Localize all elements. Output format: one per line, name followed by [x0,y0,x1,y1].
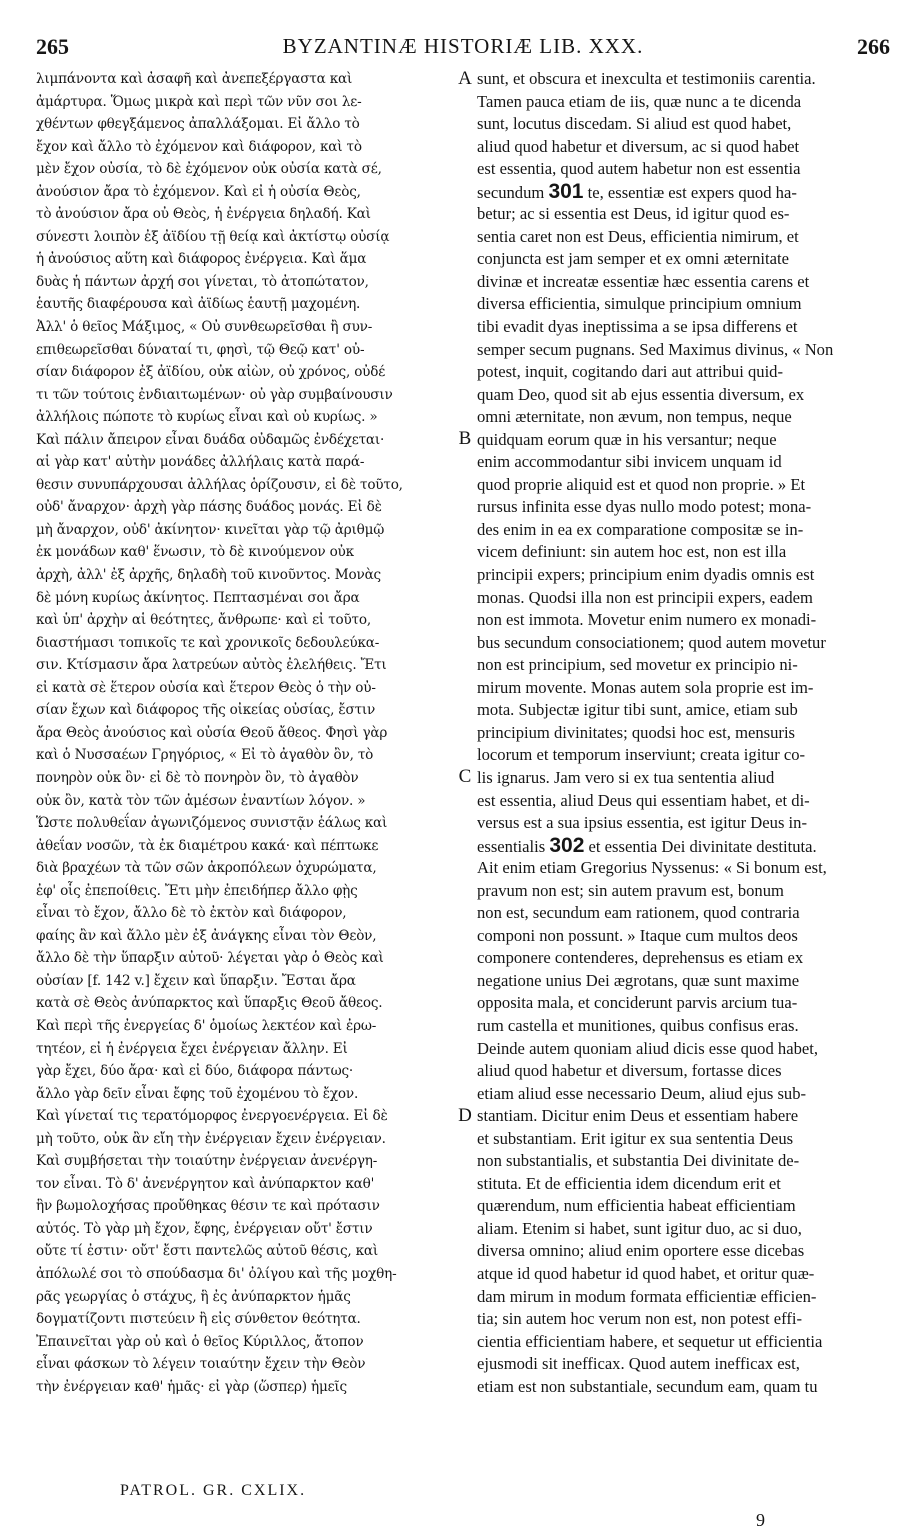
greek-text-line: ἐφ' οἷς ἐπεποίθεις. Ἔτι μὴν ἐπειδήπερ ἄλλο φῂς [36,882,358,899]
latin-text-line: principium divinitates; quodsi hoc est, mensuris [477,722,796,742]
greek-text-line: ἔχον καὶ ἄλλο τὸ ἐχόμενον καὶ διάφορον, καὶ τὸ [36,138,362,155]
latin-text-line: tia; sin autem hoc verum non est, non potest effi- [477,1309,803,1329]
column-number: 301 [548,180,584,203]
greek-text-line: σίαν ἔχων καὶ διάφορος τῆς οἰκείας οὐσίας, ἔστιν [36,702,376,719]
latin-text-line: Deinde autem quoniam aliud dicis esse quod habet, [477,1038,819,1058]
latin-text-line: aliud quod habetur et diversum, ac si quod habet [477,136,800,156]
latin-text-line: atque id quod habetur id quod habet, et oritur quæ- [477,1263,815,1283]
greek-text-line: καὶ ὁ Νυσσαέων Γρηγόριος, « Εἰ τὸ ἀγαθὸν ὂν, τὸ [36,747,374,764]
greek-text-line: ἀπόλωλέ σοι τὸ σπούδασμα δι' ὀλίγου καὶ τῆς μοχθη- [36,1265,397,1282]
latin-text-line: non est principium, sed movetur ex principio ni- [477,655,798,675]
greek-text-line: επιθεωρεῖσθαι δύναταί τι, φησὶ, τῷ Θεῷ κατ' οὐ- [36,341,365,358]
latin-text-line: des enim in ea ex comparatione compositæ se in- [477,519,804,539]
latin-text-line: cientia efficientiam habere, et sequetur ut efficientia [477,1331,823,1351]
greek-text-line: αἱ γὰρ κατ' αὐτὴν μονάδες ἀλλήλαις κατὰ παρά- [36,454,365,471]
latin-text-line: stantiam. Dicitur enim Deus et essentiam habere [477,1106,799,1126]
signature-mark: 9 [756,1510,765,1530]
greek-text-line: εἶναι φάσκων τὸ λέγειν τοιαύτην ἔχειν τὴν Θεὸν [36,1356,366,1373]
latin-text-line: quam Deo, quod sit ab ejus essentia diversum, ex [477,384,805,404]
greek-text-line: ἄλλο δὲ τὴν ὕπαρξιν αὐτοῦ· λέγεται γὰρ ὁ Θεὸς καὶ [36,950,384,967]
greek-text-line: Ὥστε πολυθεΐαν ἀγωνιζόμενος συνιστᾷν ἑάλως καὶ [36,815,388,832]
greek-text-line: πονηρὸν οὐκ ὂν· εἰ δὲ τὸ πονηρὸν ὂν, τὸ ἀγαθὸν [36,769,359,786]
latin-text-line: et substantiam. Erit igitur ex sua sententia Deus [477,1128,794,1148]
latin-text-line: rum castella et munitiones, quibus confisus eras. [477,1015,799,1035]
latin-text-fragment: et essentia Dei divinitate destituta. [584,836,817,856]
latin-text-line: lis ignarus. Jam vero si ex tua sententia aliud [477,767,775,787]
greek-text-line: ἀλλήλοις πώποτε τὸ κυρίως εἶναι καὶ οὐ κυρίως. » [36,409,378,426]
greek-text-line: Καὶ συμβήσεται τὴν τοιαύτην ἐνέργειαν ἀνενέργη- [36,1153,378,1170]
latin-text-line: quidquam eorum quæ in his versantur; neque [477,429,777,449]
latin-text-line: pravum non est; sin autem pravum est, bonum [477,880,784,900]
latin-text-line: sunt, et obscura et inexculta et testimoniis carentia. [477,69,816,88]
latin-text-line: semper secum pugnans. Sed Maximus divinus, « Non [477,339,834,359]
greek-text-line: φαίης ἂν καὶ ἄλλο μὲν ἐξ ἀνάγκης εἶναι τὸν Θεὸν, [36,927,377,944]
greek-column [36,68,452,1398]
greek-text-line: Καὶ γίνεταί τις τερατόμορφος ἐνεργοενέργεια. Εἰ δὲ [36,1108,388,1125]
greek-text-line: λιμπάνοντα καὶ ἀσαφῆ καὶ ἀνεπεξέργαστα καὶ [36,71,353,87]
latin-text-line: non substantialis, et substantia Dei divinitate de- [477,1151,800,1171]
greek-text-line: οὐσίαν [f. 142 v.] ἔχειν καὶ ὕπαρξιν. Ἔσται ἄρα [36,972,356,989]
footer-signature-line: PATROL. GR. CXLIX. [120,1482,307,1499]
greek-text-line: ἑαυτῆς διαφέρουσα καὶ ἀϊδίως ἑαυτῇ μαχομένη. [36,296,361,313]
latin-column [477,68,891,1398]
greek-text-line: Καὶ πάλιν ἄπειρον εἶναι δυάδα οὐδαμῶς ἐνδέχεται· [36,431,385,448]
greek-text-line: οὐκ ὂν, κατὰ τὸν τῶν ἀμέσων ἐναντίων λόγον. » [36,792,366,809]
latin-text-line: est essentia, aliud Deus qui essentiam habet, et di- [477,790,810,810]
latin-text-line: est essentia, quod autem habetur non est essentia [477,159,801,179]
latin-text-line: ejusmodi sit inefficax. Quod autem inefficax est, [477,1354,800,1374]
greek-text-line: μὲν ἔχον οὐσία, τὸ δὲ ἐχόμενον οὐκ οὐσία κατὰ σέ, [36,161,382,178]
latin-text-line: divinæ et increatæ essentiæ hæc essentia carens et [477,271,810,291]
greek-text-line: κατὰ σὲ Θεὸς ἀνύπαρκτος καὶ ὕπαρξις Θεοῦ ἄθεος. [36,995,383,1012]
margin-letter-a: A [458,68,472,89]
latin-text-line: sunt, locutus discedam. Si aliud est quod habet, [477,114,792,134]
greek-text-line: ἄρα Θεὸς ἀνούσιος καὶ οὐσία Θεοῦ ἄθεος. Φησὶ γὰρ [36,724,388,741]
greek-text-line: ἀθεΐαν νοσῶν, τὰ ἐκ διαμέτρου κακά· καὶ πέπτωκε [36,837,379,854]
latin-text-line: stituta. Et de efficientia idem dicendum erit et [477,1173,781,1193]
page-number-left: 265 [36,34,69,59]
greek-text-line: μὴ τοῦτο, οὐκ ἂν εἴη τὴν ἐνέργειαν ἔχειν ἐνέργειαν. [36,1130,386,1147]
latin-text-line: mirum movente. Monas autem sola proprie est im- [477,677,814,697]
latin-text-line: vicem definiunt: sin autem hoc est, non est illa [477,542,787,562]
page-number-right: 266 [857,34,890,59]
latin-text-line: bus secundum consociationem; quod autem movetur [477,632,826,652]
margin-letter-b: B [458,428,472,449]
greek-text-line: ἣν βωμολοχήσας προὔθηκας θέσιν τε καὶ πρότασιν [36,1198,380,1215]
greek-text-line: σύνεστι λοιπὸν ἐξ ἀϊδίου τῇ θείᾳ καὶ ἀκτίστῳ οὐσίᾳ [36,228,390,245]
greek-text-line: εἰ κατὰ σὲ ἕτερον οὐσία καὶ ἕτερον Θεὸς ὁ τὴν οὐ- [36,679,376,696]
latin-text-line: non est, secundum eam rationem, quod contraria [477,903,800,923]
greek-text-line: ἀρχὴ, ἀλλ' ἐξ ἀρχῆς, δηλαδὴ τοῦ κινοῦντος. Μονὰς [36,567,381,584]
greek-text-line: ἀνούσιον ἄρα τὸ ἐχόμενον. Καὶ εἰ ἡ οὐσία Θεὸς, [36,183,361,200]
latin-text-line: conjuncta est jam semper et ex omni æternitate [477,249,789,269]
latin-text-line: omni æternitate, non ævum, non tempus, neque [477,407,792,427]
greek-text-line: τὸ ἀνούσιον ἄρα οὐ Θεὸς, ἡ ἐνέργεια δηλαδή. Καὶ [36,206,371,223]
greek-text-line: ἡ ἀνούσιος αὕτη καὶ διάφορος ἐνέργεια. Καὶ ἅμα [36,251,367,268]
greek-text-line: σιν. Κτίσμασιν ἄρα λατρεύων αὐτὸς ἐλελήθεις. Ἔτι [36,657,387,674]
latin-text-line: etiam est non substantiale, secundum eam, quam tu [477,1376,818,1396]
latin-text-line: negatione unius Dei ægrotans, quæ sunt maxime [477,970,800,990]
greek-text-line: δογματίζοντι πιστεύειν ἢ εἰς σύνθετον θεότητα. [36,1311,361,1328]
greek-text-line: γὰρ ἔχει, δύο ἄρα· καὶ εἰ δύο, διάφορα πάντως· [36,1063,354,1080]
running-title: BYZANTINÆ HISTORIÆ LIB. XXX. [282,34,644,58]
latin-text-line: locorum et temporum inserviunt; creata igitur co- [477,745,806,765]
latin-text-line: quærendum, num efficientia habeat efficientiam [477,1196,796,1216]
latin-text-line: aliud quod habetur et diversum, fortasse dices [477,1061,782,1081]
latin-text-line: non est immota. Movetur enim numero ex monadi- [477,610,817,630]
latin-text-line: etiam aliud esse necessario Deum, aliud ejus sub- [477,1083,807,1103]
latin-text-line [477,835,891,858]
latin-text-line: quod proprie aliquid est et quod non proprie. » Et [477,474,806,494]
margin-letter-c: C [458,766,472,787]
greek-text-line: δὲ μόνη κυρίως ἀκίνητος. Πεπτασμέναι σοι ἄρα [36,589,360,606]
greek-text-line: Ἀλλ' ὁ θεῖος Μάξιμος, « Οὐ συνθεωρεῖσθαι ἢ συν- [36,319,373,336]
greek-text-line: οὔτε τί ἐστιν· οὔτ' ἔστι παντελῶς αὐτοῦ θέσις, καὶ [36,1243,379,1260]
latin-text-line: componi non possunt. » Itaque cum multos deos [477,925,798,945]
greek-text-line: οὐδ' ἄναρχον· ἀρχὴ γὰρ πάσης δυάδος μονάς. Εἰ δὲ [36,499,382,516]
latin-text-fragment: essentialis [477,836,550,856]
greek-text-line: Ἐπαινεῖται γὰρ οὐ καὶ ὁ θεῖος Κύριλλος, ἄτοπον [36,1333,364,1350]
latin-text-line: rursus infinita esse dyas nullo modo potest; mona- [477,497,812,517]
greek-text-line: διαστήμασι τοπικοῖς τε καὶ χρονικοῖς δεδουλεύκα- [36,634,380,651]
greek-text-line: ἄλλο γὰρ δεῖν εἶναι ἔφης τοῦ ἐχομένου τὸ ἔχον. [36,1085,359,1102]
greek-text-line: εἶναι τὸ ἔχον, ἄλλο δὲ τὸ ἐκτὸν καὶ διάφορον, [36,905,347,922]
greek-text-line: ρᾶς γεωργίας ὁ στάχυς, ἣ ἐς ἀνύπαρκτον ἡμᾶς [36,1288,351,1305]
greek-text-line: καὶ ὑπ' ἀρχὴν αἱ θεότητες, ἄνθρωπε· καὶ εἰ τοῦτο, [36,612,371,629]
greek-text-line: τι τῶν τούτοις ἐνδιαιτωμένων· οὐ γὰρ συμβαίνουσιν [36,386,393,403]
greek-text-line: αὐτός. Τὸ γὰρ μὴ ἔχον, ἔφης, ἐνέργειαν οὔτ' ἔστιν [36,1220,373,1237]
latin-text-line: tibi evadit dyas ineptissima a se ipsa differens et [477,317,798,337]
latin-text-line: betur; ac si essentia est Deus, id igitur quod es- [477,204,790,224]
margin-letter-d: D [458,1105,472,1126]
greek-text-line: σίαν διάφορον ἐξ ἀϊδίου, οὐκ αἰὼν, οὐ χρόνος, οὐδέ [36,364,386,381]
latin-text-line: principii expers; principium enim dyadis omnis est [477,565,815,585]
latin-text-line: sentia caret non est Deus, efficientia nimirum, et [477,226,799,246]
latin-text-line: versus est a sua ipsius essentia, est igitur Deus in- [477,813,807,833]
latin-text-line: potest, inquit, cogitando dari aut attribui quid- [477,362,784,382]
latin-text-line: mota. Subjectæ igitur tibi sunt, amice, etiam sub [477,700,798,720]
greek-text-line: τὴν ἐνέργειαν καθ' ἡμᾶς· εἰ γὰρ (ὥσπερ) ἡμεῖς [36,1378,347,1395]
latin-text-line: monas. Quodsi illa non est principii expers, eadem [477,587,813,607]
greek-text-line: θεσιν συνυπάρχουσαι ἀλλήλας ὁρίζουσιν, εἰ δὲ τοῦτο, [36,476,403,493]
latin-text-line: dam mirum in modum formata efficientiæ efficien- [477,1286,817,1306]
greek-text-line: Καὶ περὶ τῆς ἐνεργείας δ' ὁμοίως λεκτέον καὶ ἐρω- [36,1017,377,1034]
latin-text-fragment: te, essentiæ est expers quod ha- [583,182,797,202]
latin-text-line [477,181,891,204]
greek-text-line: μὴ ἄναρχον, οὐδ' ἀκίνητον· κινεῖται γὰρ τῷ ἀριθμῷ [36,521,385,538]
latin-text-line: aliam. Etenim si habet, sunt igitur duo, ac si duo, [477,1218,802,1238]
latin-text-line: componere contenderes, deprehensus es etiam ex [477,948,804,968]
greek-text-line: τον εἶναι. Τὸ δ' ἀνενέργητον καὶ ἀνύπαρκτον καθ' [36,1175,375,1192]
greek-text-line: διὰ βραχέων τὰ τῶν σῶν ἀκροπόλεων ὀχυρώματα, [36,860,377,877]
latin-text-line: enim accommodantur sibi invicem unquam id [477,452,782,472]
column-number: 302 [549,834,585,857]
latin-text-line: Tamen pauca etiam de iis, quæ nunc a te dicenda [477,91,802,111]
greek-text-line: τητέον, εἰ ἡ ἐνέργεια ἔχει ἐνέργειαν ἄλλην. Εἰ [36,1040,348,1057]
page-header [36,34,890,62]
greek-text-line: ἀμάρτυρα. Ὅμως μικρὰ καὶ περὶ τῶν νῦν σοι λε- [36,93,362,110]
greek-text-line: χθέντων φθεγξάμενος ἀπαλλάξομαι. Εἰ ἄλλο τὸ [36,116,360,133]
latin-text-line: opposita mala, et conciderunt parvis arcium tua- [477,993,798,1013]
greek-text-line: ἐκ μονάδων καθ' ἕνωσιν, τὸ δὲ κινούμενον οὐκ [36,544,354,561]
latin-text-line: Ait enim etiam Gregorius Nyssenus: « Si bonum est, [477,858,827,878]
latin-text-line: diversa efficientia, simulque principium omnium [477,294,802,314]
greek-text-line: δυὰς ἡ πάντων ἀρχή σοι γίνεται, τὸ ἀτοπώτατον, [36,273,369,290]
latin-text-fragment: secundum [477,182,549,202]
latin-text-line: diversa omnino; aliud enim oportere esse dicebas [477,1241,805,1261]
